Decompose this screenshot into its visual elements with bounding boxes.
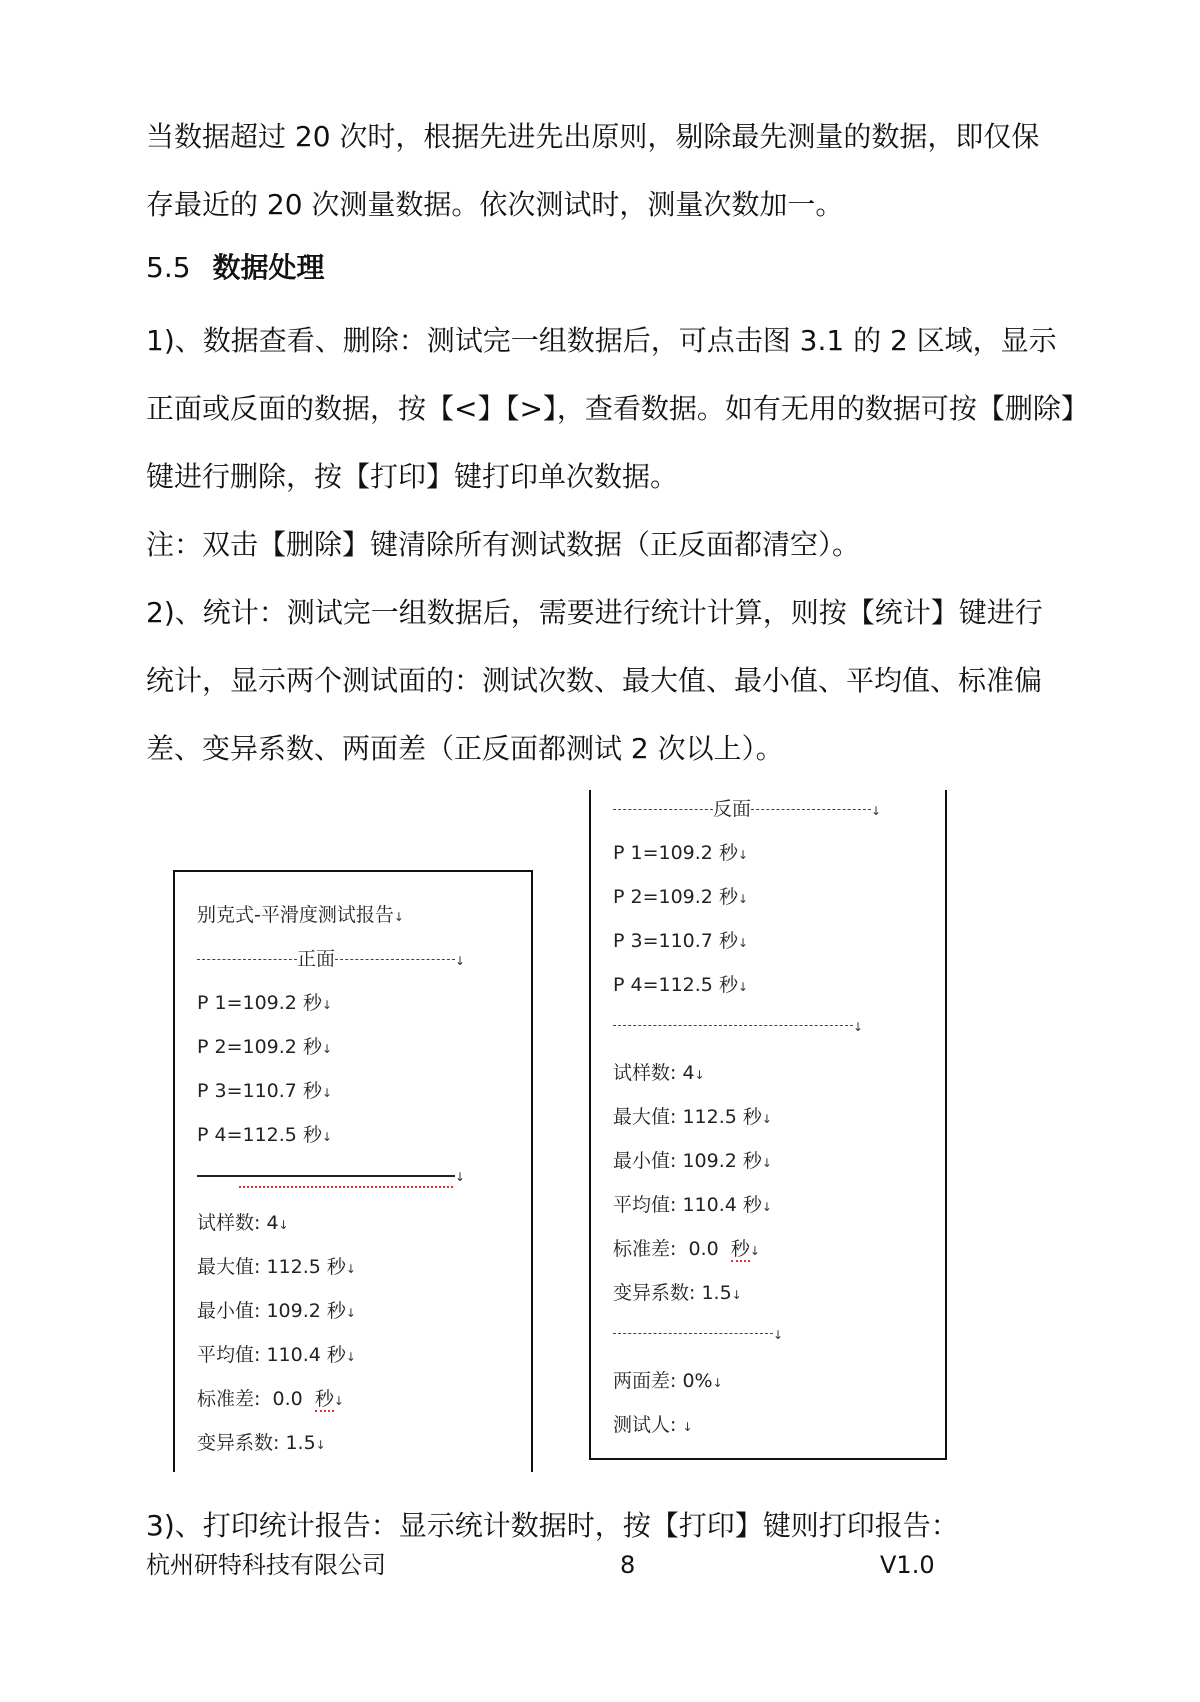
receipt-front	[173, 870, 533, 1472]
receipt-divider: ↓	[613, 1322, 783, 1344]
paragraph-fifo	[146, 103, 1106, 239]
receipt-cv: 变异系数: 1.5↓	[197, 1432, 326, 1454]
receipt-max: 最大值: 112.5 秒↓	[197, 1256, 356, 1278]
receipt-reading: P 3=110.7 秒↓	[197, 1080, 333, 1102]
note-line: 注：双击【删除】键清除所有测试数据（正反面都清空）。	[146, 528, 861, 561]
receipt-divider: ↓	[613, 1014, 863, 1036]
text-line: 2)、统计：测试完一组数据后，需要进行统计计算，则按【统计】键进行	[146, 596, 1043, 629]
receipt-diff: 两面差: 0%↓	[613, 1370, 723, 1392]
text-line: 1)、数据查看、删除：测试完一组数据后，可点击图 3.1 的 2 区域，显示	[146, 324, 1057, 357]
receipt-count: 试样数: 4↓	[613, 1062, 705, 1084]
text-line: 当数据超过 20 次时，根据先进先出原则，剔除最先测量的数据，即仅保	[146, 120, 1040, 153]
receipt-title: 别克式-平滑度测试报告↓	[197, 904, 404, 926]
spellcheck-underline	[239, 1182, 453, 1188]
receipt-divider: ↓	[197, 1164, 465, 1186]
receipt-reading: P 2=109.2 秒↓	[613, 886, 749, 908]
section-number: 5.5	[146, 251, 191, 284]
text-line: 3)、打印统计报告：显示统计数据时，按【打印】键则打印报告：	[146, 1509, 959, 1542]
receipt-tester: 测试人: ↓	[613, 1414, 693, 1436]
receipt-reading: P 2=109.2 秒↓	[197, 1036, 333, 1058]
section-title: 数据处理	[212, 251, 325, 284]
receipt-avg: 平均值: 110.4 秒↓	[197, 1344, 356, 1366]
receipt-reading: P 4=112.5 秒↓	[197, 1124, 333, 1146]
receipt-reading: P 1=109.2 秒↓	[197, 992, 333, 1014]
receipt-side-header: 正面 ↓	[197, 944, 465, 971]
receipt-min: 最小值: 109.2 秒↓	[197, 1300, 356, 1322]
receipt-count: 试样数: 4↓	[197, 1212, 289, 1234]
text-line: 统计，显示两个测试面的：测试次数、最大值、最小值、平均值、标准偏	[146, 664, 1043, 697]
receipt-std: 标准差: 0.0 秒↓	[613, 1238, 760, 1260]
paragraph-view-delete	[146, 307, 1106, 783]
text-line: 差、变异系数、两面差（正反面都测试 2 次以上）。	[146, 732, 784, 765]
receipt-reading: P 1=109.2 秒↓	[613, 842, 749, 864]
section-heading	[146, 248, 325, 288]
receipt-cv: 变异系数: 1.5↓	[613, 1282, 742, 1304]
footer-page-number: 8	[620, 1551, 636, 1579]
footer-company: 杭州研特科技有限公司	[146, 1551, 386, 1579]
receipt-max: 最大值: 112.5 秒↓	[613, 1106, 772, 1128]
text-line: 键进行删除，按【打印】键打印单次数据。	[146, 460, 679, 493]
receipt-min: 最小值: 109.2 秒↓	[613, 1150, 772, 1172]
receipt-reading: P 4=112.5 秒↓	[613, 974, 749, 996]
receipt-std: 标准差: 0.0 秒↓	[197, 1388, 344, 1410]
text-line: 存最近的 20 次测量数据。依次测试时，测量次数加一。	[146, 188, 844, 221]
receipt-reading: P 3=110.7 秒↓	[613, 930, 749, 952]
receipt-avg: 平均值: 110.4 秒↓	[613, 1194, 772, 1216]
receipt-back	[589, 790, 947, 1460]
receipt-side-header: 反面 ↓	[613, 794, 881, 821]
footer-version: V1.0	[880, 1551, 935, 1579]
text-line: 正面或反面的数据，按【<】【>】，查看数据。如有无用的数据可按【删除】	[146, 392, 1089, 425]
